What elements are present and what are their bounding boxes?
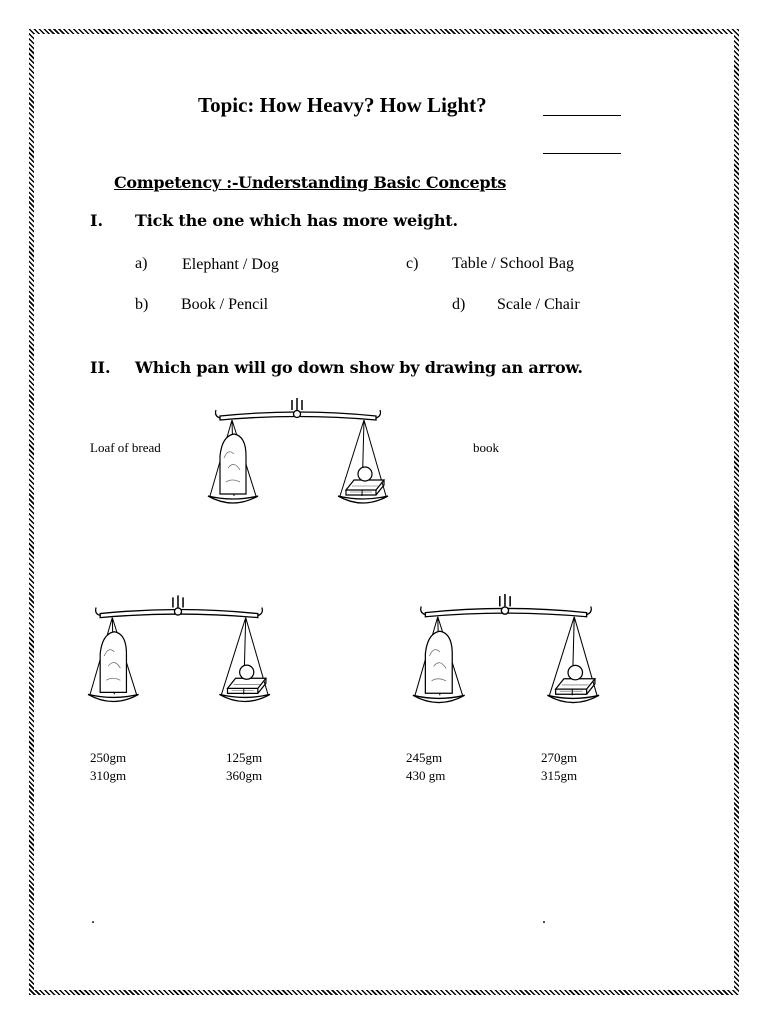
pair-2-right-weight-2: 315gm: [541, 768, 578, 783]
pair-2-left-weight-2: 430 gm: [406, 768, 446, 783]
question-2-number: II.: [90, 358, 111, 377]
option-a-letter: a): [135, 255, 148, 272]
question-2-text: Which pan will go down show by drawing an arrow.: [135, 358, 583, 377]
pair-1-right-weight-1: 125gm: [226, 750, 263, 765]
footer-dot-left: .: [91, 910, 95, 927]
blank-line-2: [543, 135, 621, 154]
balance-scale-icon: [84, 594, 274, 716]
example-right-label: book: [473, 440, 499, 455]
option-d-letter: d): [452, 296, 466, 313]
pair-1-left-weight-2: 310gm: [90, 768, 127, 783]
pair-2-right-weight-1: 270gm: [541, 750, 578, 765]
example-left-label: Loaf of bread: [90, 440, 161, 455]
blank-line-1: [543, 97, 621, 116]
option-b-letter: b): [135, 296, 149, 313]
question-1-number: I.: [90, 211, 104, 230]
balance-scale-icon: [406, 594, 606, 716]
competency-heading: Competency :-Understanding Basic Concepts: [114, 173, 507, 192]
footer-dot-right: .: [542, 910, 546, 927]
option-c-text: Table / School Bag: [452, 255, 574, 272]
page-title: Topic: How Heavy? How Light?: [198, 93, 487, 117]
question-1-text: Tick the one which has more weight.: [135, 211, 458, 230]
option-d-text: Scale / Chair: [497, 296, 580, 313]
pair-2-left-weight-1: 245gm: [406, 750, 443, 765]
pair-1-right-weight-2: 360gm: [226, 768, 263, 783]
pair-1-left-weight-1: 250gm: [90, 750, 127, 765]
option-b-text: Book / Pencil: [181, 296, 269, 313]
option-a-text: Elephant / Dog: [182, 256, 279, 273]
option-c-letter: c): [406, 255, 419, 272]
balance-scale-icon: [198, 398, 398, 516]
